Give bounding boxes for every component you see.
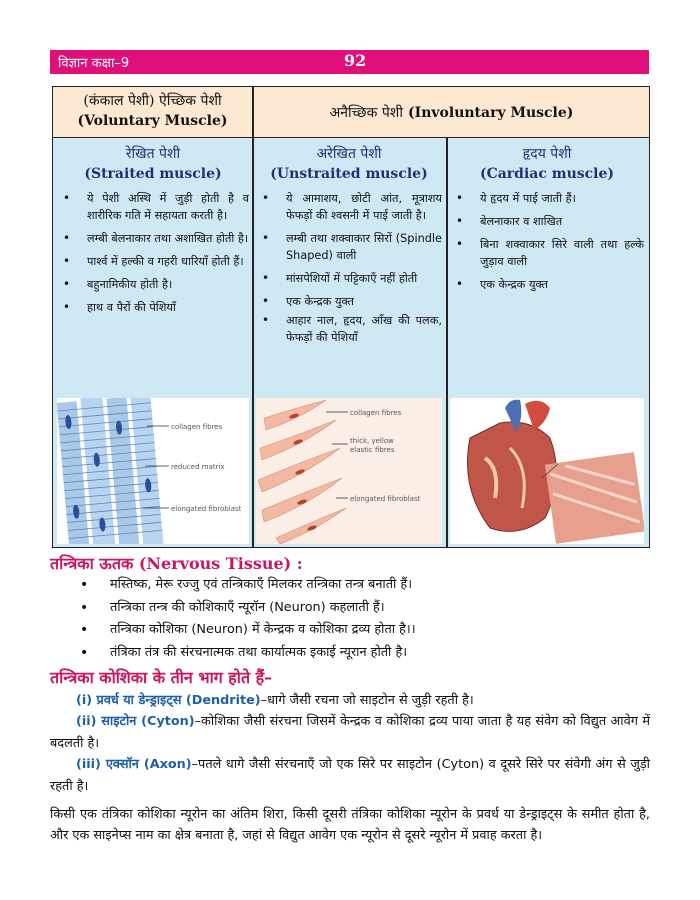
list-item: • मस्तिष्क, मेरू रज्जु एवं तन्त्रिकाएँ मिलकर तन्त्रिका तन्त्र बनाती हैं।: [80, 574, 660, 597]
dendrite-label: (i) प्रवर्ध या डेन्ड्राइट्स (Dendrite): [76, 693, 261, 708]
list-item: • तन्त्रिका तन्त्र की कोशिकाएँ न्यूरॉन (Neuron) कहलाती हैं।: [80, 597, 660, 620]
unstraited-muscle-illustration: [256, 398, 442, 544]
list-item: • ये आमाशय, छोटी आंत, मूत्राशय फेफड़ों की श्वसनी में पाई जाती है।: [256, 190, 442, 224]
list-item: • एक केन्द्रक युक्त: [450, 276, 644, 293]
figure-label: reduced matrix: [171, 463, 225, 471]
straited-column: [57, 144, 249, 322]
figure-label: collagen fibres: [171, 423, 223, 431]
figure-label: elongated fibroblast: [350, 495, 421, 503]
page-header: [50, 50, 649, 74]
list-item: • तन्त्रिका कोशिका (Neuron) में केन्द्रक व कोशिका द्रव्य होता है।।: [80, 619, 660, 642]
list-item: • हाथ व पैरों की पेशियाँ: [57, 299, 249, 316]
cyton-label: (ii) साइटोन (Cyton): [76, 714, 195, 729]
axon-paragraph: (iii) एक्सॉन (Axon)–पतले धागे जैसी संरचनाएँ जो एक सिरे पर साइटोन (Cyton) व दूसरे सिरे पर संवेगी अंग से जुड़ी रहती है।: [50, 757, 650, 794]
book-title: विज्ञान कक्षा–9: [58, 56, 130, 71]
dendrite-paragraph: (i) प्रवर्ध या डेन्ड्राइट्स (Dendrite)–धागे जैसी रचना जो साइटोन से जुड़ी रहती है।: [76, 693, 474, 708]
axon-label: (iii) एक्सॉन (Axon): [76, 757, 192, 772]
involuntary-header: अनैच्छिक पेशी (Involuntary Muscle): [329, 105, 574, 121]
neuron-parts-heading: तन्त्रिका कोशिका के तीन भाग होते हैं–: [50, 668, 273, 687]
unstraited-heading: अरेखित पेशी (Unstraited muscle): [270, 146, 428, 182]
list-item: • बिना शक्वाकार सिरे वाली तथा हल्के जुड़ाव वाली: [450, 236, 644, 270]
unstraited-column: [256, 144, 442, 352]
list-item: • एक केन्द्रक युक्त: [256, 293, 442, 310]
list-item: • बेलनाकार व शाखित: [450, 213, 644, 230]
cardiac-points: [450, 190, 644, 293]
voluntary-header: (कंकाल पेशी) ऐच्छिक पेशी (Voluntary Muscle): [77, 93, 228, 129]
figure-label: elongated fibroblast: [171, 505, 242, 513]
list-item: • ये हृदय में पाई जाती हैं।: [450, 190, 644, 207]
cardiac-heading: हृदय पेशी (Cardiac muscle): [479, 146, 615, 182]
straited-points: [57, 190, 249, 316]
synapse-paragraph: किसी एक तंत्रिका कोशिका न्यूरोन का अंतिम शिरा, किसी दूसरी तंत्रिका कोशिका न्यूरोन के प्रवर्ध या डेन्ड्राइट्स के समीत होता है, और एक साइनेप्स नाम का क्षेत्र बनाता है, जहां से विद्युत आवेग एक न्यूरोन से दूसरे न्यूरोन में प्रवाह करता है।: [50, 807, 650, 843]
cyton-paragraph: (ii) साइटोन (Cyton)–कोशिका जैसी संरचना जिसमें केन्द्रक व कोशिका द्रव्य पाया जाता है यह संवेग को विद्युत आवेग में बदलती है।: [50, 714, 650, 751]
list-item: • लम्बी बेलनाकार तथा अशाखित होती है।: [57, 230, 249, 247]
figure-label: thick, yellow: [350, 437, 394, 445]
nervous-tissue-heading: तन्त्रिका ऊतक (Nervous Tissue) :: [50, 554, 303, 573]
nervous-bullets: [80, 574, 660, 664]
list-item: • पार्श्व में हल्की व गहरी धारियाँ होती हैं।: [57, 253, 249, 270]
list-item: • तंत्रिका तंत्र की संरचनात्मक तथा कार्यात्मक इकाई न्यूरान होती है।: [80, 642, 660, 665]
muscle-table: [52, 86, 650, 548]
cardiac-muscle-illustration: [450, 398, 644, 544]
figure-label: elastic fibres: [350, 446, 395, 454]
column-divider: [252, 87, 254, 547]
list-item: • ये पेशी अस्थि में जुड़ी होती है व शारीरिक गति में सहायता करती है।: [57, 190, 249, 224]
unstraited-points: [256, 190, 442, 346]
straited-muscle-illustration: [57, 398, 249, 544]
straited-heading: रेखित पेशी (Straited muscle): [84, 146, 222, 182]
page-number: 92: [344, 51, 367, 70]
list-item: • लम्बी तथा शक्वाकार सिरों (Spindle Shaped) वाली: [256, 230, 442, 264]
figure-label: collagen fibres: [350, 409, 402, 417]
cardiac-column: [450, 144, 644, 299]
list-item: • मांसपेशियों में पट्टिकाएँ नहीं होती: [256, 270, 442, 287]
table-header-row: [53, 87, 649, 138]
column-divider: [446, 138, 448, 547]
list-item: • आहार नाल, हृदय, आँख की पलक, फेफड़ों की पेशियाँ: [256, 312, 442, 346]
list-item: • बहुनामिकीय होती है।: [57, 276, 249, 293]
